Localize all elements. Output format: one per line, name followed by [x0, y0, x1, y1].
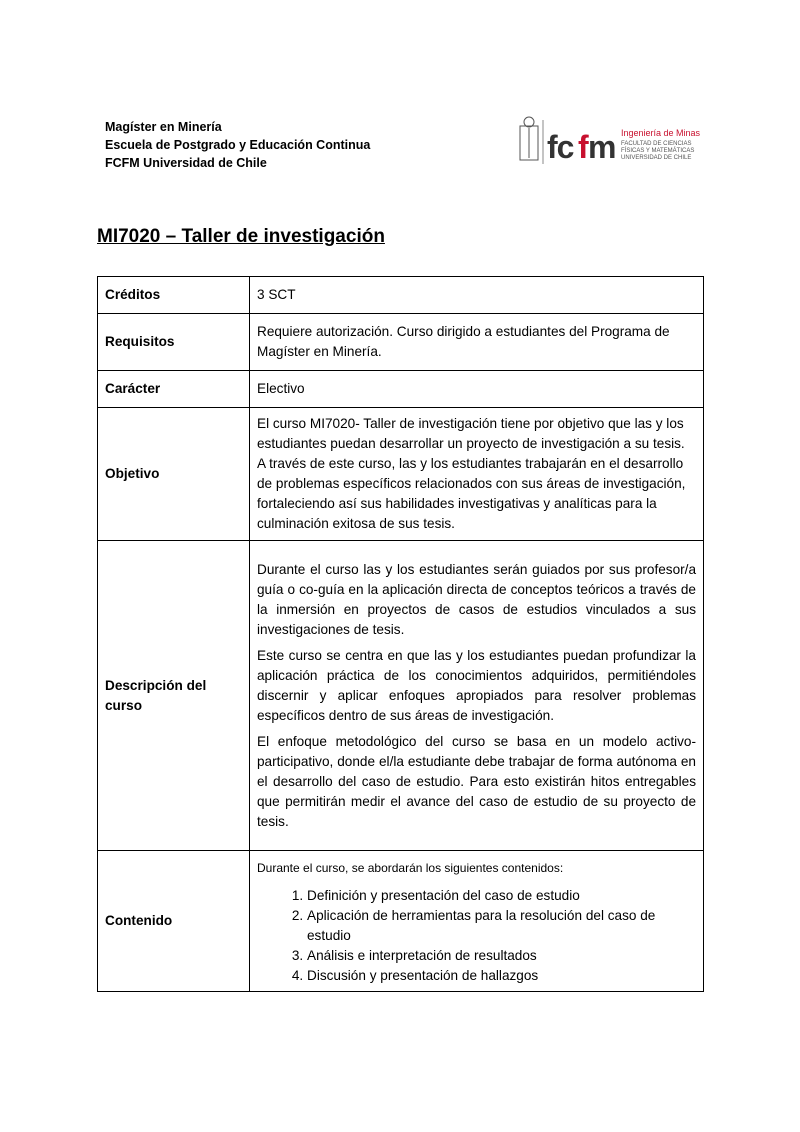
- fcfm-logo: [518, 114, 708, 170]
- university-name: FCFM Universidad de Chile: [105, 156, 267, 170]
- paragraph: El enfoque metodológico del curso se basa en un modelo activo-participativo, donde el/la estudiante debe trabajar de forma autónoma en el desarrollo del caso de estudio. Para esto existirán hitos entregables que permitirán medir el avance del caso de estudio de su proyecto de tesis.: [257, 733, 696, 829]
- table-row: [98, 314, 704, 371]
- svg-text:Ingeniería de Minas: Ingeniería de Minas: [621, 128, 701, 138]
- table-row: [98, 371, 704, 408]
- table-row: [98, 277, 704, 314]
- list-item: 1. Definición y presentación del caso de estudio: [307, 886, 696, 906]
- svg-text:UNIVERSIDAD DE CHILE: UNIVERSIDAD DE CHILE: [621, 155, 692, 161]
- row-label: Requisitos: [98, 314, 250, 371]
- content-list: [257, 886, 696, 986]
- table-row: [98, 851, 704, 992]
- row-label: Objetivo: [98, 408, 250, 541]
- svg-text:FÍSICAS Y MATEMÁTICAS: FÍSICAS Y MATEMÁTICAS: [621, 148, 695, 154]
- school-name: Escuela de Postgrado y Educación Continua: [105, 138, 371, 152]
- row-value: Requiere autorización. Curso dirigido a estudiantes del Programa de Magíster en Minería.: [250, 314, 704, 371]
- row-value: [250, 851, 704, 992]
- row-label: Contenido: [98, 851, 250, 992]
- table-row: [98, 408, 704, 541]
- svg-text:m: m: [588, 129, 617, 165]
- row-label: Carácter: [98, 371, 250, 408]
- row-label: Créditos: [98, 277, 250, 314]
- paragraph: Este curso se centra en que las y los estudiantes puedan profundizar la aplicación práctica de los conocimientos adquiridos, permitiéndoles discernir y aplicar enfoques apropiados para resolver problemas específicos dentro de sus áreas de investigación.: [257, 647, 696, 723]
- course-title: MI7020 – Taller de investigación: [97, 226, 385, 247]
- row-value: El curso MI7020- Taller de investigación tiene por objetivo que las y los estudiantes puedan desarrollar un proyecto de investigación a su tesis. A través de este curso, las y los estudiantes trabajarán en el desarrollo de problemas específicos relacionados con sus áreas de investigación, fortaleciendo así sus habilidades investigativas y analíticas para la culminación exitosa de sus tesis.: [250, 408, 704, 541]
- row-value: 3 SCT: [250, 277, 704, 314]
- svg-text:FACULTAD DE CIENCIAS: FACULTAD DE CIENCIAS: [621, 141, 692, 147]
- list-item: 4. Discusión y presentación de hallazgos: [307, 966, 696, 986]
- program-name: Magíster en Minería: [105, 120, 222, 134]
- content-intro: Durante el curso, se abordarán los siguientes contenidos:: [257, 861, 564, 875]
- list-item: 2. Aplicación de herramientas para la resolución del caso de estudio: [307, 906, 696, 946]
- university-seal-icon: [520, 117, 538, 160]
- institution-header: [105, 118, 370, 172]
- table-row: [98, 541, 704, 851]
- svg-text:fc: fc: [547, 129, 574, 165]
- row-label: Descripción del curso: [98, 541, 250, 851]
- row-value: Electivo: [250, 371, 704, 408]
- svg-text:f: f: [578, 129, 589, 165]
- list-item: 3. Análisis e interpretación de resultados: [307, 946, 696, 966]
- course-info-table: [97, 276, 704, 992]
- paragraph: Durante el curso las y los estudiantes serán guiados por sus profesor/a guía o co-guía en la aplicación directa de conceptos teóricos a través de la inmersión en proyectos de casos de estudios vinculados a sus investigaciones de tesis.: [257, 561, 696, 637]
- row-value: [250, 541, 704, 851]
